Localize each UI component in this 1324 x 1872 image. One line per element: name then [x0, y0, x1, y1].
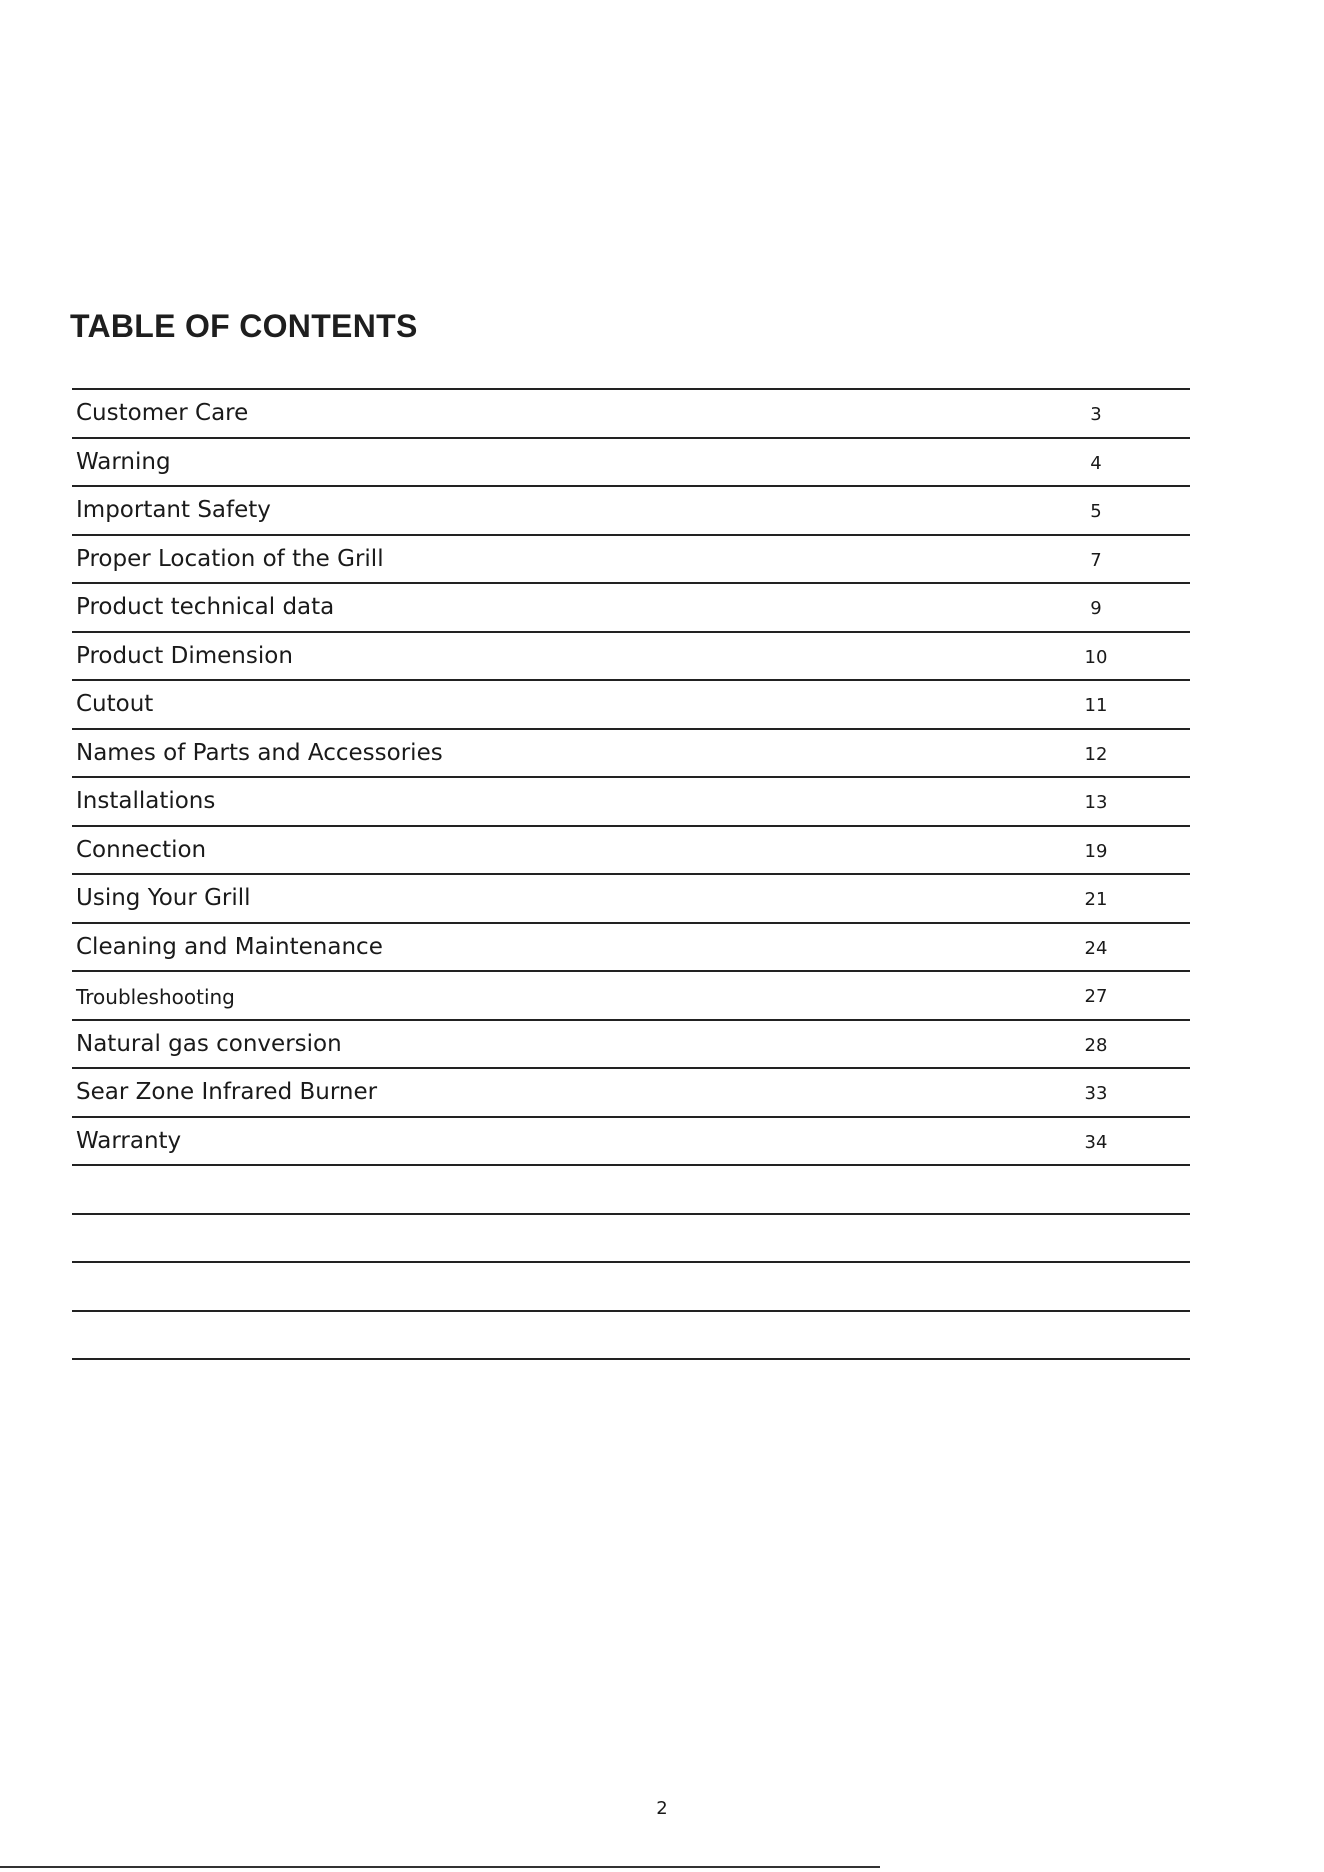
toc-entry-label: Cutout — [76, 691, 154, 717]
toc-entry-page: 9 — [1090, 598, 1102, 619]
toc-entry — [72, 1118, 1190, 1167]
toc-entry-page: 12 — [1084, 743, 1108, 765]
toc-entry-label: Warranty — [76, 1127, 182, 1154]
toc-entry-label: Names of Parts and Accessories — [76, 739, 443, 766]
toc-entry — [72, 536, 1190, 585]
toc-entry-page: 10 — [1084, 646, 1108, 668]
toc-entry-label: Connection — [76, 836, 207, 863]
toc-entry-label: Cleaning and Maintenance — [76, 933, 383, 960]
toc-entry-label: Natural gas conversion — [76, 1030, 342, 1057]
toc-entry-label: Product technical data — [76, 594, 335, 620]
toc-entry-label: Troubleshooting — [76, 985, 235, 1009]
toc-entry-page: 7 — [1090, 549, 1102, 571]
toc-entry — [72, 1021, 1190, 1070]
toc-entry — [72, 584, 1190, 633]
toc-entry — [72, 730, 1190, 779]
page-number: 2 — [656, 1798, 668, 1819]
toc-entry-page: 13 — [1084, 792, 1108, 813]
toc-entry-page: 28 — [1084, 1034, 1108, 1056]
bottom-divider — [0, 1866, 880, 1868]
toc-entry — [72, 972, 1190, 1021]
toc-entry — [72, 924, 1190, 973]
toc-entry-label: Product Dimension — [76, 642, 293, 669]
toc-entry-page: 33 — [1084, 1083, 1108, 1104]
toc-entry-page: 34 — [1084, 1131, 1108, 1153]
table-of-contents — [72, 388, 1190, 1360]
document-title: TABLE OF CONTENTS — [70, 308, 418, 344]
toc-blank-row — [72, 1312, 1190, 1361]
toc-entry-page: 4 — [1090, 452, 1102, 474]
toc-entry-label: Installations — [76, 788, 216, 814]
toc-entry — [72, 439, 1190, 488]
toc-entry-label: Proper Location of the Grill — [76, 545, 384, 572]
toc-entry — [72, 633, 1190, 682]
toc-entry-page: 19 — [1084, 840, 1108, 862]
toc-entry — [72, 1069, 1190, 1118]
toc-entry — [72, 827, 1190, 876]
toc-entry — [72, 390, 1190, 439]
toc-entry-page: 24 — [1084, 937, 1108, 959]
toc-entry-label: Sear Zone Infrared Burner — [76, 1079, 378, 1105]
toc-entry-page: 27 — [1084, 986, 1108, 1007]
toc-entry — [72, 487, 1190, 536]
toc-entry-page: 11 — [1084, 695, 1108, 716]
toc-entry — [72, 681, 1190, 730]
toc-entry — [72, 778, 1190, 827]
toc-entry-page: 21 — [1084, 889, 1108, 910]
toc-blank-row — [72, 1166, 1190, 1215]
toc-entry-label: Customer Care — [76, 400, 249, 426]
toc-entry-label: Using Your Grill — [76, 885, 251, 911]
toc-entry-label: Important Safety — [76, 497, 271, 523]
toc-entry — [72, 875, 1190, 924]
toc-blank-row — [72, 1263, 1190, 1312]
toc-blank-row — [72, 1215, 1190, 1264]
toc-entry-page: 3 — [1090, 404, 1102, 425]
toc-entry-page: 5 — [1090, 501, 1102, 522]
toc-entry-label: Warning — [76, 448, 171, 475]
